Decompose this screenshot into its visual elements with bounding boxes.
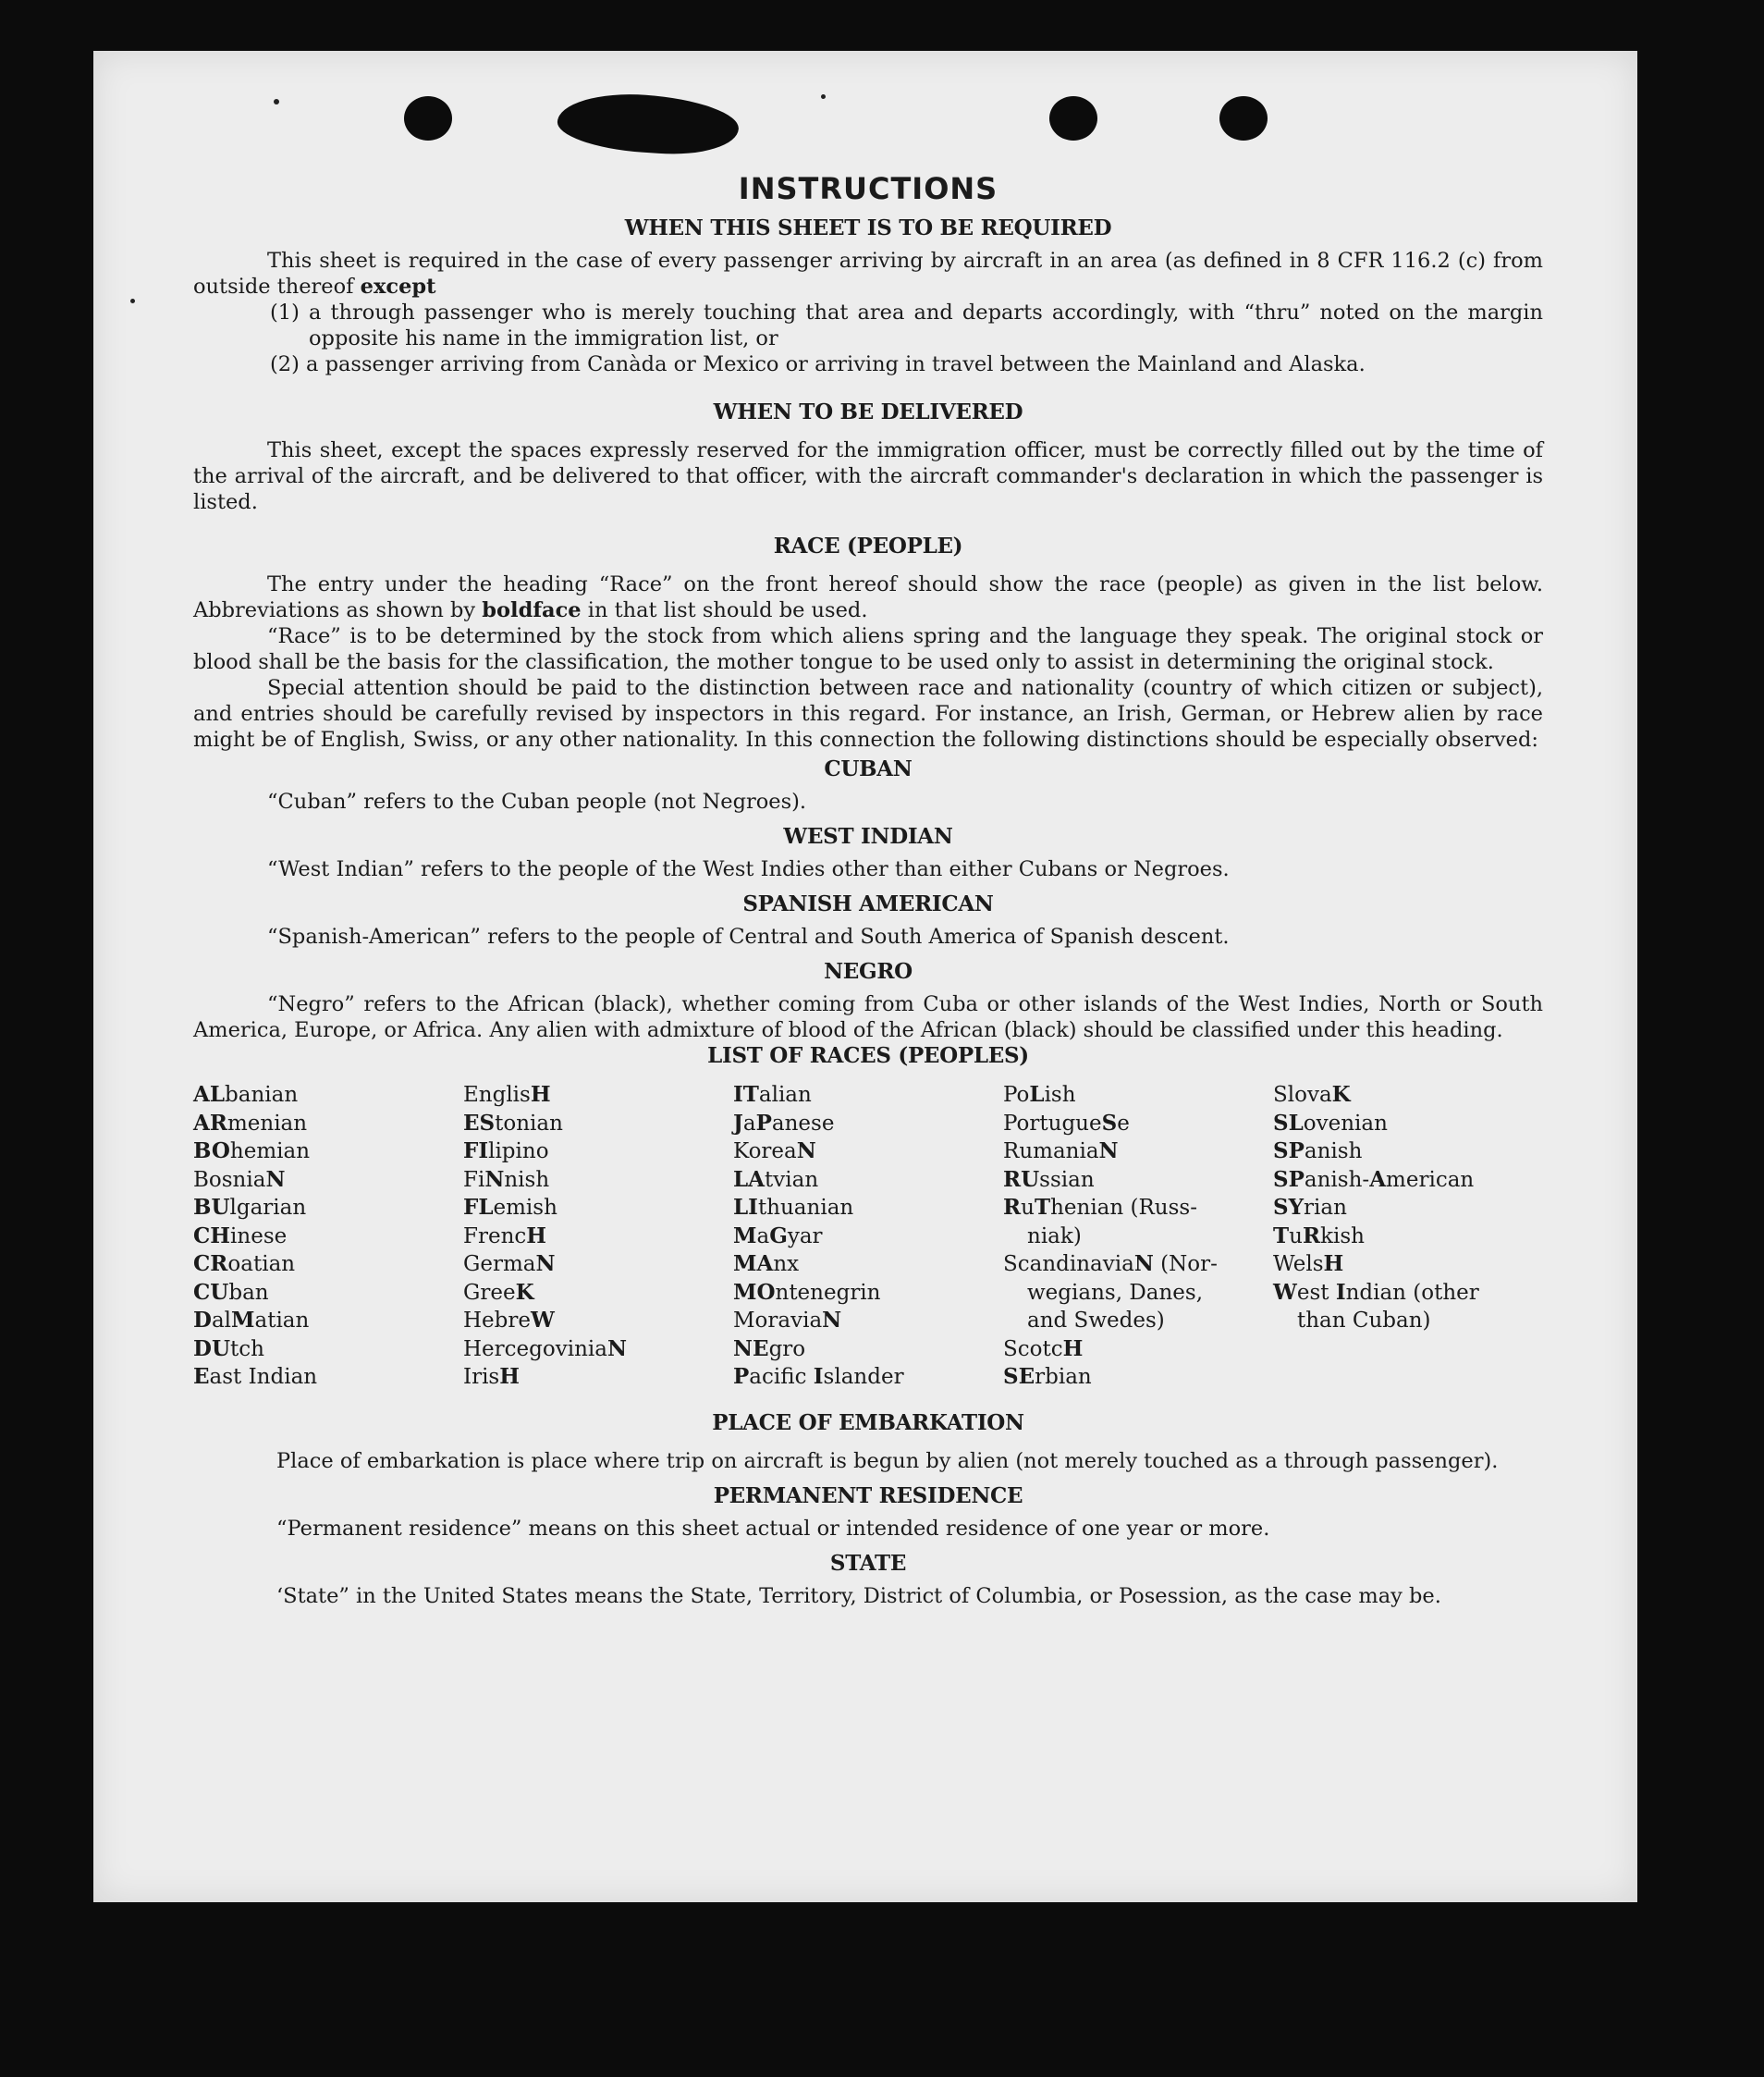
race-abbrev: H — [1062, 1335, 1084, 1361]
paragraph-spanish-american: “Spanish-American” refers to the people of Central and South America of Spanish descent. — [267, 925, 1230, 949]
race-abbrev: H — [526, 1223, 546, 1248]
race-abbrev: FI — [463, 1138, 489, 1163]
race-abbrev: ES — [463, 1110, 496, 1136]
punch-hole — [1049, 96, 1097, 141]
race-entry — [193, 1279, 463, 1308]
race-entry — [463, 1166, 733, 1195]
race-entry — [1003, 1363, 1273, 1392]
heading-cuban: CUBAN — [824, 756, 913, 781]
race-continuation: and Swedes) — [1027, 1309, 1165, 1333]
race-abbrev: DU — [193, 1335, 231, 1361]
race-abbrev: N — [1133, 1251, 1154, 1276]
race-abbrev: H — [530, 1082, 551, 1107]
paragraph-west-indian: “West Indian” refers to the people of the West Indies other than either Cubans or Negroes. — [267, 857, 1230, 881]
race-column — [193, 1081, 463, 1392]
race-text: atian — [254, 1309, 310, 1333]
race-text: ndian (other — [1345, 1280, 1479, 1305]
race-text: Moravia — [733, 1309, 823, 1333]
race-text: Germa — [463, 1252, 536, 1276]
heading-delivered: WHEN TO BE DELIVERED — [713, 399, 1023, 424]
heading-west-indian: WEST INDIAN — [783, 824, 953, 849]
race-abbrev: MA — [733, 1251, 774, 1276]
race-text: (Nor- — [1153, 1252, 1218, 1276]
paragraph-cuban: “Cuban” refers to the Cuban people (not Negroes). — [267, 790, 807, 814]
race-abbrev: BO — [193, 1138, 230, 1163]
race-abbrev: M — [231, 1308, 255, 1333]
race-text: al — [211, 1309, 232, 1333]
race-text: Portugue — [1003, 1111, 1102, 1136]
race-text: Scotc — [1003, 1336, 1063, 1361]
race-text: merican — [1386, 1167, 1475, 1192]
race-abbrev: CU — [193, 1279, 229, 1305]
race-text: Korea — [733, 1139, 797, 1163]
race-entry — [733, 1223, 1003, 1251]
race-p1b: in that list should be used. — [587, 598, 868, 622]
punch-hole — [1219, 96, 1268, 141]
race-entry — [1273, 1166, 1543, 1195]
required-intro: This sheet is required in the case of every passenger arriving by aircraft in an area (as defined in 8 CFR 116.2 (c) from outside thereof — [193, 249, 1543, 299]
race-entry — [463, 1110, 733, 1138]
race-abbrev: SP — [1273, 1138, 1305, 1163]
race-text: e — [1117, 1111, 1130, 1136]
heading-embarkation: PLACE OF EMBARKATION — [712, 1409, 1024, 1435]
race-text: acific — [749, 1365, 814, 1389]
heading-list-of-races: LIST OF RACES (PEOPLES) — [707, 1043, 1029, 1068]
heading-race: RACE (PEOPLE) — [773, 534, 963, 559]
paragraph-race-1 — [193, 571, 1543, 623]
required-item-1: (1) a through passenger who is merely touching that area and departs accordingly, with “thru” noted on the margin opposite his name in the immigration list, or — [270, 301, 1543, 350]
race-abbrev: SY — [1273, 1195, 1305, 1220]
race-abbrev: I — [813, 1364, 824, 1389]
race-abbrev: P — [733, 1364, 750, 1389]
race-abbrev: SL — [1273, 1110, 1304, 1136]
race-entry — [193, 1194, 463, 1223]
race-abbrev: S — [1101, 1110, 1118, 1136]
race-text: Frenc — [463, 1223, 527, 1248]
heading-state: STATE — [829, 1550, 907, 1576]
race-entry — [463, 1223, 733, 1251]
race-text: Scandinavia — [1003, 1252, 1134, 1276]
race-entry — [733, 1335, 1003, 1364]
race-text: menian — [227, 1111, 308, 1136]
race-abbrev: N — [606, 1335, 627, 1361]
race-entry — [193, 1223, 463, 1251]
race-abbrev: LA — [733, 1166, 766, 1192]
race-abbrev: MO — [733, 1279, 776, 1305]
race-text: banian — [225, 1083, 299, 1107]
paragraph-race-3: Special attention should be paid to the distinction between race and nationality (country of which citizen or subject), and entries should be carefully revised by inspectors in this regard. For instance, an Irish, German, or Hebrew alien by race might be of English, Swiss, or any other nationality. In this connection the following distinctions should be especially observed: — [193, 676, 1543, 752]
required-except: except — [360, 275, 436, 299]
race-text: u — [1021, 1196, 1035, 1220]
race-entry — [1273, 1194, 1543, 1223]
race-text: yar — [787, 1223, 823, 1248]
race-abbrev: IT — [733, 1082, 759, 1107]
paragraph-required — [193, 248, 1543, 300]
race-entry — [463, 1279, 733, 1308]
race-abbrev: N — [265, 1166, 286, 1192]
heading-negro: NEGRO — [824, 959, 913, 984]
page-title: INSTRUCTIONS — [738, 171, 998, 206]
race-entry — [193, 1307, 463, 1335]
race-text: henian (Russ- — [1050, 1196, 1197, 1220]
race-abbrev: H — [499, 1364, 520, 1389]
race-text: gro — [768, 1336, 806, 1361]
race-entry — [733, 1363, 1003, 1392]
race-entry — [1273, 1250, 1543, 1279]
race-abbrev: T — [1273, 1223, 1290, 1248]
race-abbrev: I — [1335, 1279, 1346, 1305]
race-abbrev: N — [484, 1166, 505, 1192]
race-entry — [463, 1335, 733, 1364]
race-text: lipino — [488, 1139, 549, 1163]
race-text: a — [742, 1111, 756, 1136]
race-entry — [733, 1307, 1003, 1335]
race-abbrev: N — [1098, 1138, 1119, 1163]
race-text: anish- — [1304, 1167, 1370, 1192]
race-entry — [1003, 1166, 1273, 1195]
race-continuation: niak) — [1027, 1223, 1082, 1248]
heading-spanish-american: SPANISH AMERICAN — [742, 891, 994, 916]
race-entry — [1273, 1137, 1543, 1166]
race-continuation: than Cuban) — [1297, 1309, 1431, 1333]
race-abbrev: K — [515, 1279, 534, 1305]
race-entry — [1273, 1279, 1543, 1335]
race-entry — [733, 1250, 1003, 1279]
race-entry — [1273, 1223, 1543, 1251]
race-entry — [733, 1137, 1003, 1166]
race-text: rbian — [1035, 1365, 1092, 1389]
race-text: anish — [1304, 1139, 1363, 1163]
race-entry — [193, 1137, 463, 1166]
paragraph-negro: “Negro” refers to the African (black), whether coming from Cuba or other islands of the West Indies, North or South America, Europe, or Africa. Any alien with admixture of blood of the African (black) should be classified under this heading. — [193, 992, 1543, 1042]
race-text: ovenian — [1303, 1111, 1388, 1136]
race-text: nx — [773, 1252, 800, 1276]
race-column — [463, 1081, 733, 1392]
paragraph-state: ‘State” in the United States means the State, Territory, District of Columbia, or Posession, as the case may be. — [276, 1583, 1441, 1608]
race-entry — [463, 1363, 733, 1392]
race-abbrev: H — [1323, 1251, 1344, 1276]
race-entry — [733, 1194, 1003, 1223]
heading-required: WHEN THIS SHEET IS TO BE REQUIRED — [624, 215, 1112, 240]
race-text: ast Indian — [209, 1365, 318, 1389]
race-abbrev: AL — [193, 1082, 226, 1107]
race-entry — [1003, 1137, 1273, 1166]
race-abbrev: K — [1331, 1082, 1351, 1107]
race-text: Slova — [1273, 1083, 1332, 1107]
race-entry — [733, 1166, 1003, 1195]
race-entry — [193, 1081, 463, 1110]
race-abbrev: BU — [193, 1195, 230, 1220]
paragraph-embarkation: Place of embarkation is place where trip on aircraft is begun by alien (not merely touched as a through passenger). — [276, 1448, 1499, 1473]
race-entry — [463, 1250, 733, 1279]
race-entry — [193, 1250, 463, 1279]
document-sheet — [93, 51, 1637, 1902]
race-abbrev: N — [535, 1251, 556, 1276]
speck — [274, 99, 279, 104]
race-text: ban — [228, 1280, 269, 1305]
race-text: emish — [493, 1196, 557, 1220]
race-entry — [733, 1279, 1003, 1308]
race-entry — [1003, 1335, 1273, 1364]
speck — [130, 299, 135, 303]
race-abbrev: W — [531, 1308, 555, 1333]
race-abbrev: J — [733, 1110, 743, 1136]
race-entry — [1003, 1110, 1273, 1138]
race-text: kish — [1320, 1223, 1365, 1248]
race-abbrev: G — [769, 1223, 788, 1248]
race-text: tvian — [765, 1167, 819, 1192]
race-abbrev: AR — [193, 1110, 227, 1136]
race-entry — [193, 1335, 463, 1364]
race-abbrev: CH — [193, 1223, 231, 1248]
race-text: hemian — [229, 1139, 311, 1163]
race-abbrev: L — [1029, 1082, 1045, 1107]
race-text: tch — [230, 1336, 264, 1361]
race-abbrev: D — [193, 1308, 212, 1333]
race-text: Iris — [463, 1365, 500, 1389]
race-text: inese — [230, 1223, 288, 1248]
race-abbrev: N — [822, 1308, 842, 1333]
race-text: ish — [1044, 1083, 1076, 1107]
instructions-content — [193, 171, 1543, 1609]
race-p1-bold: boldface — [482, 598, 582, 622]
race-abbrev: RU — [1003, 1166, 1040, 1192]
race-text: u — [1289, 1223, 1303, 1248]
race-text: Hebre — [463, 1309, 531, 1333]
race-entry — [1273, 1110, 1543, 1138]
race-entry — [463, 1081, 733, 1110]
paragraph-residence: “Permanent residence” means on this sheet actual or intended residence of one year or more. — [276, 1516, 1270, 1541]
race-text: a — [756, 1223, 770, 1248]
heading-residence: PERMANENT RESIDENCE — [713, 1482, 1023, 1508]
race-entry — [463, 1194, 733, 1223]
race-entry — [193, 1110, 463, 1138]
race-entry — [733, 1110, 1003, 1138]
race-entry — [463, 1307, 733, 1335]
race-abbrev: P — [755, 1110, 772, 1136]
race-text: Bosnia — [193, 1167, 266, 1192]
race-abbrev: FL — [463, 1195, 494, 1220]
paragraph-delivered: This sheet, except the spaces expressly reserved for the immigration officer, must be correctly filled out by the time of the arrival of the aircraft, and be delivered to that officer, with the aircraft commander's declaration in which the passenger is listed. — [193, 438, 1543, 514]
race-entry — [1003, 1081, 1273, 1110]
race-text: Fi — [463, 1167, 485, 1192]
race-p1a: The entry under the heading “Race” on the front hereof should show the race (people) as given in the list below. Abbreviations as shown by — [193, 572, 1543, 622]
race-entry — [193, 1166, 463, 1195]
speck — [821, 94, 826, 99]
race-text: anese — [771, 1111, 835, 1136]
race-entry — [733, 1081, 1003, 1110]
race-text: tonian — [495, 1111, 563, 1136]
race-text: Englis — [463, 1083, 531, 1107]
race-abbrev: N — [796, 1138, 816, 1163]
paragraph-race-2: “Race” is to be determined by the stock from which aliens spring and the language they speak. The original stock or blood shall be the basis for the classification, the mother tongue to be used only to assist in determining the original stock. — [193, 624, 1543, 674]
race-abbrev: W — [1273, 1279, 1297, 1305]
race-text: Gree — [463, 1280, 516, 1305]
race-column — [1003, 1081, 1273, 1392]
race-text: lgarian — [229, 1196, 307, 1220]
race-entry — [1273, 1081, 1543, 1110]
race-text: ntenegrin — [775, 1280, 881, 1305]
race-abbrev: SP — [1273, 1166, 1305, 1192]
race-entry — [1003, 1194, 1273, 1250]
race-text: rian — [1304, 1196, 1347, 1220]
race-list — [193, 1081, 1543, 1392]
race-text: Hercegovinia — [463, 1336, 607, 1361]
punch-hole — [404, 96, 452, 141]
race-text: oatian — [227, 1252, 296, 1276]
required-item-2: (2) a passenger arriving from Canàda or Mexico or arriving in travel between the Mainland and Alaska. — [270, 352, 1366, 376]
race-column — [1273, 1081, 1543, 1392]
race-abbrev: T — [1034, 1195, 1051, 1220]
race-abbrev: M — [733, 1223, 757, 1248]
ink-blot — [556, 89, 741, 159]
race-text: est — [1296, 1280, 1336, 1305]
race-continuation: wegians, Danes, — [1027, 1280, 1204, 1305]
race-abbrev: SE — [1003, 1364, 1035, 1389]
race-text: nish — [504, 1167, 550, 1192]
race-abbrev: R — [1302, 1223, 1321, 1248]
race-entry — [463, 1137, 733, 1166]
race-text: Wels — [1273, 1252, 1324, 1276]
race-abbrev: A — [1369, 1166, 1387, 1192]
race-column — [733, 1081, 1003, 1392]
race-text: alian — [758, 1083, 812, 1107]
race-abbrev: NE — [733, 1335, 769, 1361]
race-entry — [193, 1363, 463, 1392]
race-abbrev: E — [193, 1364, 210, 1389]
race-text: Po — [1003, 1083, 1030, 1107]
race-text: slander — [823, 1365, 904, 1389]
race-text: thuanian — [757, 1196, 854, 1220]
race-text: Rumania — [1003, 1139, 1099, 1163]
race-text: ssian — [1039, 1167, 1095, 1192]
race-abbrev: R — [1003, 1195, 1022, 1220]
race-entry — [1003, 1250, 1273, 1335]
race-abbrev: CR — [193, 1251, 228, 1276]
race-abbrev: LI — [733, 1195, 758, 1220]
